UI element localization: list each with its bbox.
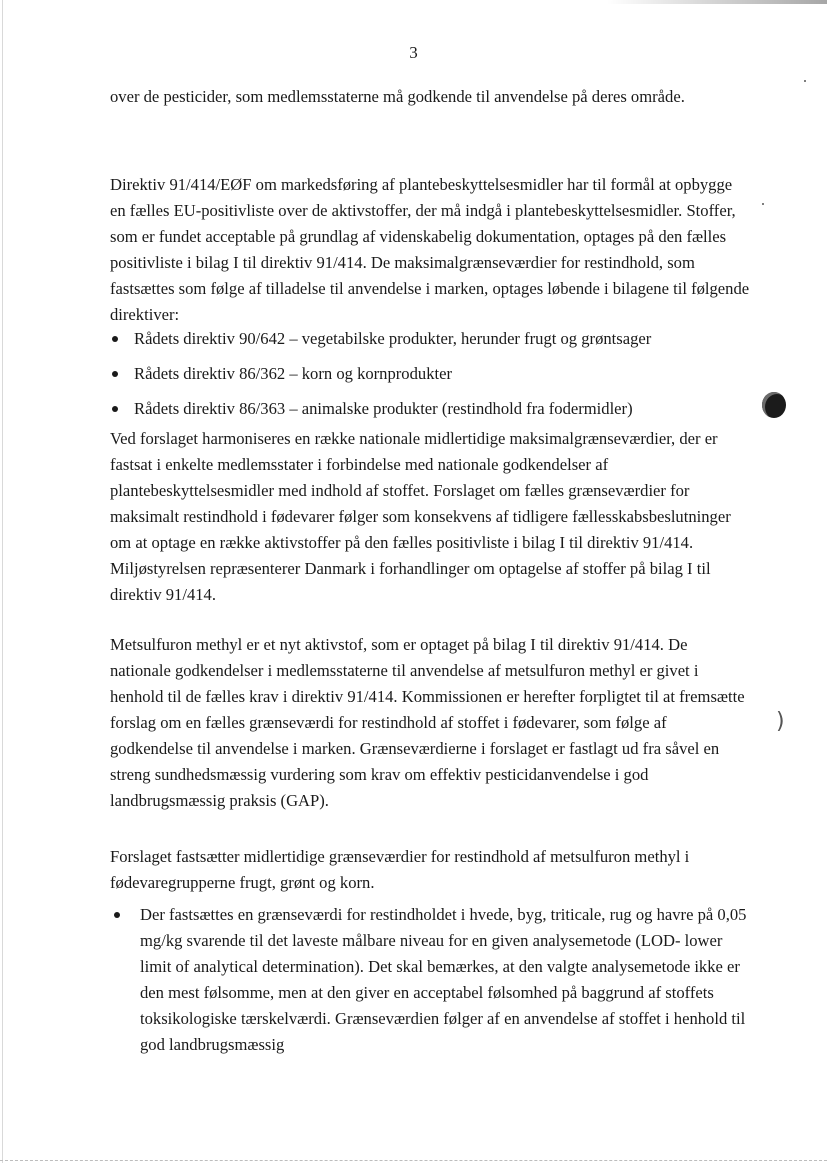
scan-margin-line [2,0,3,1163]
bullet-icon [112,406,118,412]
scan-dot [804,80,806,82]
limit-value-list [110,902,750,1058]
page-number: 3 [409,43,418,62]
paragraph-metsulfuron-methyl: Metsulfuron methyl er et nyt aktivstof, som er optaget på bilag I til direktiv 91/414. De nationale godkendelser i medlemsstaterne til anvendelse af metsulfuron methyl er givet i henhold til de fælles krav i direktiv 91/414. Kommissionen er herefter forpligtet til at fremsætte forslag om en fælles grænseværdi for restindhold af stoffet i fødevarer, som følge af godkendelse til anvendelse i marken. Grænseværdierne i forslaget er fastlagt ud fra såvel en streng sundhedsmæssig vurdering som krav om effektiv pesticidanvendelse i god landbrugsmæssig praksis (GAP). [110,635,745,810]
paragraph-intro-continuation: over de pesticider, som medlemsstaterne må godkende til anvendelse på deres område. [110,87,685,106]
list-item: Rådets direktiv 86/362 – korn og kornprodukter [110,361,750,387]
bullet-icon [112,371,118,377]
scan-dot [762,203,764,205]
scan-bottom-edge [0,1159,827,1161]
paragraph-directive-91-414: Direktiv 91/414/EØF om markedsføring af plantebeskyttelsesmidler har til formål at opbygge en fælles EU-positivliste over de aktivstoffer, der må indgå i plantebeskyttelsesmidler. Stoffer, som er fundet acceptable på grundlag af videnskabelig dokumentation, optages på den fælles positivliste i bilag I til direktiv 91/414. De maksimalgrænseværdier for restindhold, som fastsættes som følge af tilladelse til anvendelse i marken, optages løbende i bilagene til følgende direktiver: [110,175,750,324]
bullet-icon [112,336,118,342]
bullet-icon [114,912,120,918]
list-item: Rådets direktiv 86/363 – animalske produkter (restindhold fra fodermidler) [110,396,750,422]
scan-bracket-mark: ) [776,709,785,734]
paragraph-proposal: Forslaget fastsætter midlertidige grænseværdier for restindhold af metsulfuron methyl i fødevaregrupperne frugt, grønt og korn. [110,847,690,892]
list-item: Der fastsættes en grænseværdi for restindholdet i hvede, byg, triticale, rug og havre på 0,05 mg/kg svarende til det laveste målbare niveau for en given analysemetode (LOD- lower limit of analytical determination). Det skal bemærkes, at den valgte analysemetode ikke er den mest følsomme, men at den giver en acceptabel følsomhed på baggrund af stoffets toksikologiske tærskelværdi. Grænseværdien følger af en anvendelse af stoffet i henhold til god landbrugsmæssig [110,902,750,1058]
directive-list [110,326,750,431]
punch-hole-mark [762,392,786,418]
paragraph-harmonisation: Ved forslaget harmoniseres en række nationale midlertidige maksimalgrænseværdier, der er fastsat i enkelte medlemsstater i forbindelse med nationale godkendelser af plantebeskyttelsesmidler med indhold af stoffet. Forslaget om fælles grænseværdier for maksimalt restindhold i fødevarer følger som konsekvens af tidligere fællesskabsbeslutninger om at optage en række aktivstoffer på den fælles positivliste i bilag I til direktiv 91/414. Miljøstyrelsen repræsenterer Danmark i forhandlinger om optagelse af stoffer på bilag I til direktiv 91/414. [110,429,731,604]
scan-top-edge [607,0,827,4]
list-item: Rådets direktiv 90/642 – vegetabilske produkter, herunder frugt og grøntsager [110,326,750,352]
